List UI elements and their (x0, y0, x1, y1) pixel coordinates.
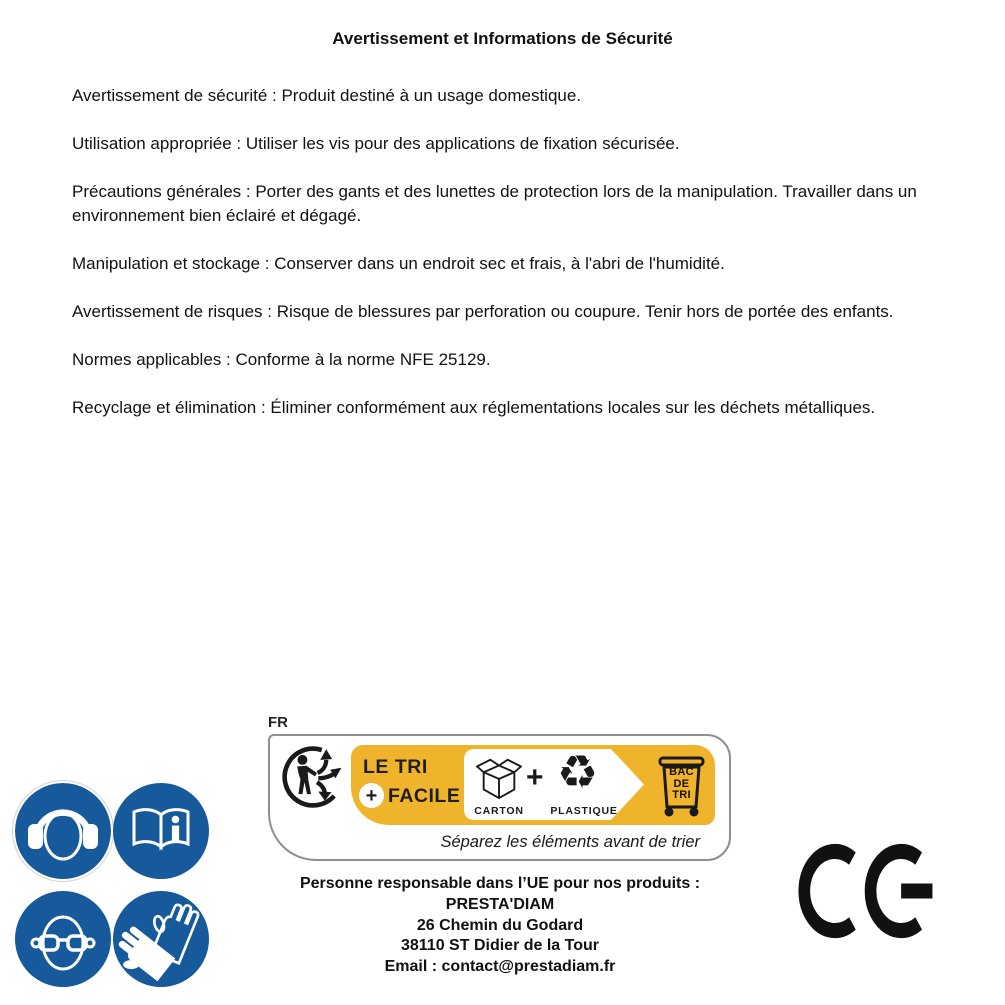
paragraph-manipulation-stockage: Manipulation et stockage : Conserver dans un endroit sec et frais, à l'abri de l'humidité. (72, 254, 725, 273)
triman-icon (280, 744, 346, 810)
ce-marking-icon (797, 842, 939, 940)
paragraph-normes-applicables: Normes applicables : Conforme à la norme NFE 25129. (72, 350, 491, 369)
company-name: PRESTA'DIAM (445, 895, 555, 913)
plus-badge: + (359, 783, 384, 808)
le-tri-text: LE TRI (363, 756, 428, 778)
country-code-label: FR (268, 714, 288, 731)
wear-ear-protection-icon (15, 783, 111, 879)
paragraph-precautions-generales: Précautions générales : Porter des gants et des lunettes de protection lors de la manipulation. Travailler dans un environnement bien éclairé et dégagé. (72, 182, 917, 225)
carton-box-icon (476, 753, 522, 801)
plastique-label: PLASTIQUE (550, 805, 618, 817)
company-email: Email : contact@prestadiam.fr (384, 958, 616, 976)
mandatory-safety-icons (15, 783, 209, 987)
page-title: Avertissement et Informations de Sécurité (332, 29, 673, 48)
paragraph-avertissement-risques: Avertissement de risques : Risque de blessures par perforation ou coupure. Tenir hors de portée des enfants. (72, 302, 894, 321)
sorting-tagline: Séparez les éléments avant de trier (440, 833, 700, 851)
responsible-person-block (253, 874, 747, 978)
company-street: 26 Chemin du Godard (416, 916, 584, 934)
bin-text: BAC DE TRI (669, 766, 694, 801)
plus-separator: + (526, 761, 544, 794)
wear-eye-protection-icon (15, 891, 111, 987)
company-city: 38110 ST Didier de la Tour (401, 937, 599, 955)
triman-sorting-label (268, 734, 731, 861)
safety-paragraphs (72, 84, 972, 444)
wear-protective-gloves-icon (113, 891, 209, 987)
facile-text: FACILE (388, 785, 461, 807)
read-instruction-manual-icon (113, 783, 209, 879)
recycling-icon: ♻ (557, 745, 599, 799)
paragraph-recyclage-elimination: Recyclage et élimination : Éliminer conformément aux réglementations locales sur les déchets métalliques. (72, 398, 876, 417)
carton-label: CARTON (474, 805, 524, 817)
paragraph-avertissement-securite: Avertissement de sécurité : Produit destiné à un usage domestique. (72, 86, 582, 105)
paragraph-utilisation-appropriee: Utilisation appropriée : Utiliser les vis pour des applications de fixation sécurisée. (72, 134, 680, 153)
responsible-person-line: Personne responsable dans l’UE pour nos produits : (299, 875, 701, 892)
